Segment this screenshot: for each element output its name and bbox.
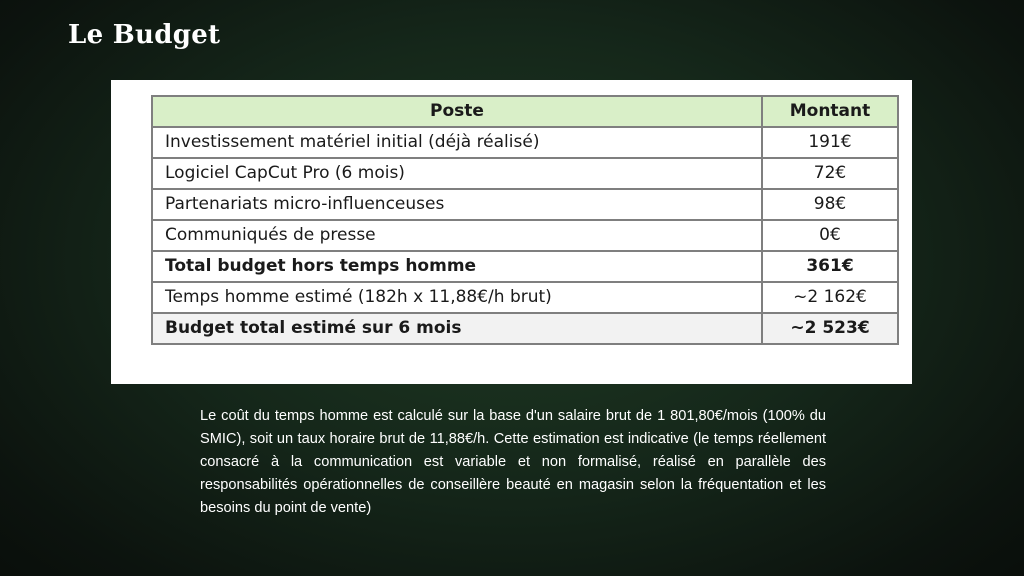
budget-table-card: [111, 80, 912, 384]
row-amount: ~2 162€: [762, 282, 898, 313]
row-amount: 191€: [762, 127, 898, 158]
row-amount: 361€: [762, 251, 898, 282]
row-label: Temps homme estimé (182h x 11,88€/h brut): [152, 282, 762, 313]
budget-table: [151, 95, 899, 345]
row-amount: 98€: [762, 189, 898, 220]
table-row: [152, 127, 898, 158]
row-amount: ~2 523€: [762, 313, 898, 344]
row-label: Communiqués de presse: [152, 220, 762, 251]
row-label: Budget total estimé sur 6 mois: [152, 313, 762, 344]
slide-title: Le Budget: [68, 20, 221, 50]
table-row: [152, 220, 898, 251]
column-header-montant: Montant: [762, 96, 898, 127]
subtotal-row: [152, 251, 898, 282]
row-label: Investissement matériel initial (déjà réalisé): [152, 127, 762, 158]
grand-total-row: [152, 313, 898, 344]
row-amount: 0€: [762, 220, 898, 251]
column-header-poste: Poste: [152, 96, 762, 127]
row-label: Total budget hors temps homme: [152, 251, 762, 282]
table-header-row: [152, 96, 898, 127]
row-amount: 72€: [762, 158, 898, 189]
table-row: [152, 189, 898, 220]
row-label: Logiciel CapCut Pro (6 mois): [152, 158, 762, 189]
table-row: [152, 158, 898, 189]
table-row: [152, 282, 898, 313]
row-label: Partenariats micro-influenceuses: [152, 189, 762, 220]
budget-note-paragraph: Le coût du temps homme est calculé sur la base d'un salaire brut de 1 801,80€/mois (100% du SMIC), soit un taux horaire brut de 11,88€/h. Cette estimation est indicative (le temps réellement consacré à la communication est variable et non formalisé, réalisé en parallèle des responsabilités opérationnelles de conseillère beauté en magasin selon la fréquentation et les besoins du point de vente): [200, 408, 826, 516]
